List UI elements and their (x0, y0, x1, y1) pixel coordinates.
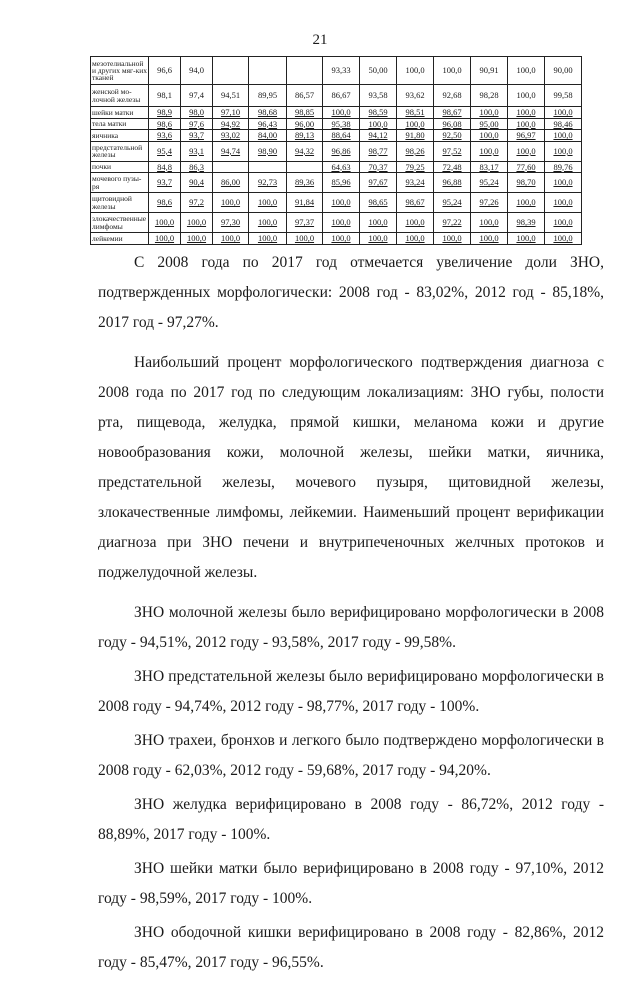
table-cell: 98,39 (508, 213, 545, 233)
table-cell: 100,0 (323, 193, 360, 213)
table-cell: 83,17 (471, 161, 508, 173)
row-label: злокачественные лимфомы (91, 213, 149, 233)
table-cell: 91,84 (287, 193, 323, 213)
table-cell: 100,0 (360, 118, 397, 130)
table-cell: 100,0 (360, 213, 397, 233)
table-cell: 90,91 (471, 57, 508, 85)
table-cell: 100,0 (545, 173, 582, 193)
table-cell: 100,0 (149, 213, 181, 233)
table-cell (213, 57, 249, 85)
table-cell: 98,85 (287, 107, 323, 119)
table-cell: 100,0 (434, 57, 471, 85)
table-cell: 97,2 (181, 193, 213, 213)
paragraph: ЗНО шейки матки было верифицировано в 2008 году - 97,10%, 2012 году - 98,59%, 2017 году - 100%. (98, 860, 604, 907)
table-row (91, 130, 582, 142)
table-cell: 96,43 (249, 118, 287, 130)
table-cell: 97,6 (181, 118, 213, 130)
table-cell: 93,58 (360, 85, 397, 107)
verification-table (90, 56, 582, 245)
table-cell: 98,68 (249, 107, 287, 119)
table-cell: 86,00 (213, 173, 249, 193)
table-cell: 100,0 (213, 233, 249, 245)
row-label: тела матки (91, 118, 149, 130)
row-label: предстательной железы (91, 141, 149, 161)
paragraph: ЗНО желудка верифицировано в 2008 году - 86,72%, 2012 году - 88,89%, 2017 году - 100%. (98, 796, 604, 843)
table-cell: 100,0 (249, 193, 287, 213)
table-cell: 98,1 (149, 85, 181, 107)
table-cell: 91,80 (397, 130, 434, 142)
table-cell: 100,0 (360, 233, 397, 245)
table-cell: 100,0 (545, 233, 582, 245)
table-cell: 93,6 (149, 130, 181, 142)
table-cell: 100,0 (249, 213, 287, 233)
row-label: яичника (91, 130, 149, 142)
table-row (91, 161, 582, 173)
table-cell: 98,59 (360, 107, 397, 119)
table-cell: 96,88 (434, 173, 471, 193)
table-cell: 94,32 (287, 141, 323, 161)
table-cell: 100,0 (471, 130, 508, 142)
table-cell: 97,52 (434, 141, 471, 161)
table-cell: 93,7 (181, 130, 213, 142)
table-cell: 100,0 (508, 193, 545, 213)
table-cell: 94,12 (360, 130, 397, 142)
table-cell: 94,92 (213, 118, 249, 130)
table-cell: 92,68 (434, 85, 471, 107)
paragraph: Наибольший процент морфологического подтверждения диагноза с 2008 года по 2017 год по следующим локализациям: ЗНО губы, полости рта, пищевода, желудка, прямой кишки, меланома кожи и другие новообразования кожи, молочной железы, шейки матки, яичника, предстательной железы, мочевого пузыря, щитовидной железы, злокачественные лимфомы, лейкемии. Наименьший процент верификации диагноза при ЗНО печени и внутрипеченочных желчных протоков и поджелудочной железы. (98, 354, 604, 581)
table-cell: 98,26 (397, 141, 434, 161)
table-cell: 90,00 (545, 57, 582, 85)
table-cell (287, 161, 323, 173)
table-cell: 100,0 (397, 233, 434, 245)
table-cell: 94,51 (213, 85, 249, 107)
table-cell: 100,0 (323, 107, 360, 119)
table-cell: 100,0 (397, 57, 434, 85)
table-cell: 70,37 (360, 161, 397, 173)
table-cell: 98,28 (471, 85, 508, 107)
table-cell: 100,0 (471, 213, 508, 233)
table-row (91, 233, 582, 245)
paragraph: ЗНО предстательной железы было верифицировано морфологически в 2008 году - 94,74%, 2012 году - 98,77%, 2017 году - 100%. (98, 668, 604, 715)
table-cell: 100,0 (181, 213, 213, 233)
table-cell: 88,64 (323, 130, 360, 142)
table-cell: 86,67 (323, 85, 360, 107)
table-cell (249, 57, 287, 85)
table-cell: 98,0 (181, 107, 213, 119)
table-row (91, 213, 582, 233)
table-cell: 100,0 (545, 141, 582, 161)
table-cell: 89,95 (249, 85, 287, 107)
table-cell: 98,46 (545, 118, 582, 130)
table-cell: 98,90 (249, 141, 287, 161)
table-cell: 100,0 (397, 213, 434, 233)
paragraph: С 2008 года по 2017 год отмечается увеличение доли ЗНО, подтвержденных морфологически: 2008 год - 83,02%, 2012 год - 85,18%, 2017 год - 97,27%. (98, 254, 604, 331)
table-cell: 98,6 (149, 118, 181, 130)
row-label: мезотелиальной и других мяг-ких тканей (91, 57, 149, 85)
table-cell: 89,13 (287, 130, 323, 142)
table-cell: 100,0 (471, 141, 508, 161)
table-row (91, 173, 582, 193)
table-cell: 72,48 (434, 161, 471, 173)
table-cell: 98,77 (360, 141, 397, 161)
table-row (91, 118, 582, 130)
table-cell: 92,73 (249, 173, 287, 193)
table-cell: 100,0 (471, 233, 508, 245)
table-cell: 100,0 (508, 107, 545, 119)
table-cell: 96,6 (149, 57, 181, 85)
table-cell: 96,97 (508, 130, 545, 142)
table-cell: 89,36 (287, 173, 323, 193)
table-cell: 98,6 (149, 193, 181, 213)
table-cell: 100,0 (181, 233, 213, 245)
table-cell: 100,0 (397, 118, 434, 130)
table-cell: 98,51 (397, 107, 434, 119)
table-cell: 93,24 (397, 173, 434, 193)
row-label: женской мо-лочной железы (91, 85, 149, 107)
table-row (91, 141, 582, 161)
table-cell: 64,63 (323, 161, 360, 173)
paragraph: ЗНО молочной железы было верифицировано морфологически в 2008 году - 94,51%, 2012 году - 93,58%, 2017 году - 99,58%. (98, 604, 604, 651)
table-cell: 50,00 (360, 57, 397, 85)
table-cell: 90,4 (181, 173, 213, 193)
table-cell: 93,7 (149, 173, 181, 193)
table-cell: 97,4 (181, 85, 213, 107)
table-cell: 86,57 (287, 85, 323, 107)
table-cell: 100,0 (508, 141, 545, 161)
table-cell: 100,0 (434, 233, 471, 245)
table-cell: 100,0 (323, 213, 360, 233)
table-row (91, 57, 582, 85)
row-label: шейки матки (91, 107, 149, 119)
row-label: почки (91, 161, 149, 173)
row-label: щитовидной железы (91, 193, 149, 213)
table-cell: 95,4 (149, 141, 181, 161)
table-cell: 93,33 (323, 57, 360, 85)
table-cell: 96,00 (287, 118, 323, 130)
table-cell: 98,67 (434, 107, 471, 119)
table-cell: 100,0 (508, 85, 545, 107)
table-cell: 97,10 (213, 107, 249, 119)
table-cell (287, 57, 323, 85)
table-cell: 98,9 (149, 107, 181, 119)
table-cell: 77,60 (508, 161, 545, 173)
table-cell: 93,62 (397, 85, 434, 107)
paragraph: ЗНО ободочной кишки верифицировано в 2008 году - 82,86%, 2012 году - 85,47%, 2017 году - 96,55%. (98, 924, 604, 971)
table-cell: 100,0 (149, 233, 181, 245)
table-cell: 95,00 (471, 118, 508, 130)
page-number: 21 (312, 32, 328, 48)
table-cell: 97,22 (434, 213, 471, 233)
table-cell: 95,38 (323, 118, 360, 130)
table-cell: 89,76 (545, 161, 582, 173)
table-cell: 97,30 (213, 213, 249, 233)
table-cell (213, 161, 249, 173)
table-cell: 94,0 (181, 57, 213, 85)
table-cell: 96,08 (434, 118, 471, 130)
table-cell: 93,02 (213, 130, 249, 142)
table-cell: 100,0 (249, 233, 287, 245)
table-cell: 85,96 (323, 173, 360, 193)
table-cell (249, 161, 287, 173)
table-cell: 95,24 (471, 173, 508, 193)
table-cell: 97,26 (471, 193, 508, 213)
table-cell: 84,8 (149, 161, 181, 173)
row-label: лейкемии (91, 233, 149, 245)
table-cell: 98,65 (360, 193, 397, 213)
table-cell: 97,67 (360, 173, 397, 193)
table-cell: 92,50 (434, 130, 471, 142)
row-label: мочевого пузы-ря (91, 173, 149, 193)
table-cell: 96,86 (323, 141, 360, 161)
table-cell: 79,25 (397, 161, 434, 173)
table-cell: 100,0 (323, 233, 360, 245)
body-text (98, 248, 604, 982)
table-cell: 100,0 (545, 130, 582, 142)
table-cell: 100,0 (213, 193, 249, 213)
table-cell: 100,0 (287, 233, 323, 245)
table-cell: 94,74 (213, 141, 249, 161)
table-cell: 100,0 (508, 118, 545, 130)
table-cell: 86,3 (181, 161, 213, 173)
table-row (91, 107, 582, 119)
table-cell: 100,0 (471, 107, 508, 119)
table-cell: 100,0 (508, 57, 545, 85)
table-cell: 100,0 (545, 213, 582, 233)
table-row (91, 85, 582, 107)
table-cell: 98,67 (397, 193, 434, 213)
table-cell: 93,1 (181, 141, 213, 161)
table-cell: 97,37 (287, 213, 323, 233)
table-cell: 84,00 (249, 130, 287, 142)
table-cell: 95,24 (434, 193, 471, 213)
table-row (91, 193, 582, 213)
table-cell: 100,0 (545, 193, 582, 213)
table-cell: 98,70 (508, 173, 545, 193)
table-cell: 100,0 (508, 233, 545, 245)
paragraph: ЗНО трахеи, бронхов и легкого было подтверждено морфологически в 2008 году - 62,03%, 2012 году - 59,68%, 2017 году - 94,20%. (98, 732, 604, 779)
table-cell: 99,58 (545, 85, 582, 107)
table-cell: 100,0 (545, 107, 582, 119)
